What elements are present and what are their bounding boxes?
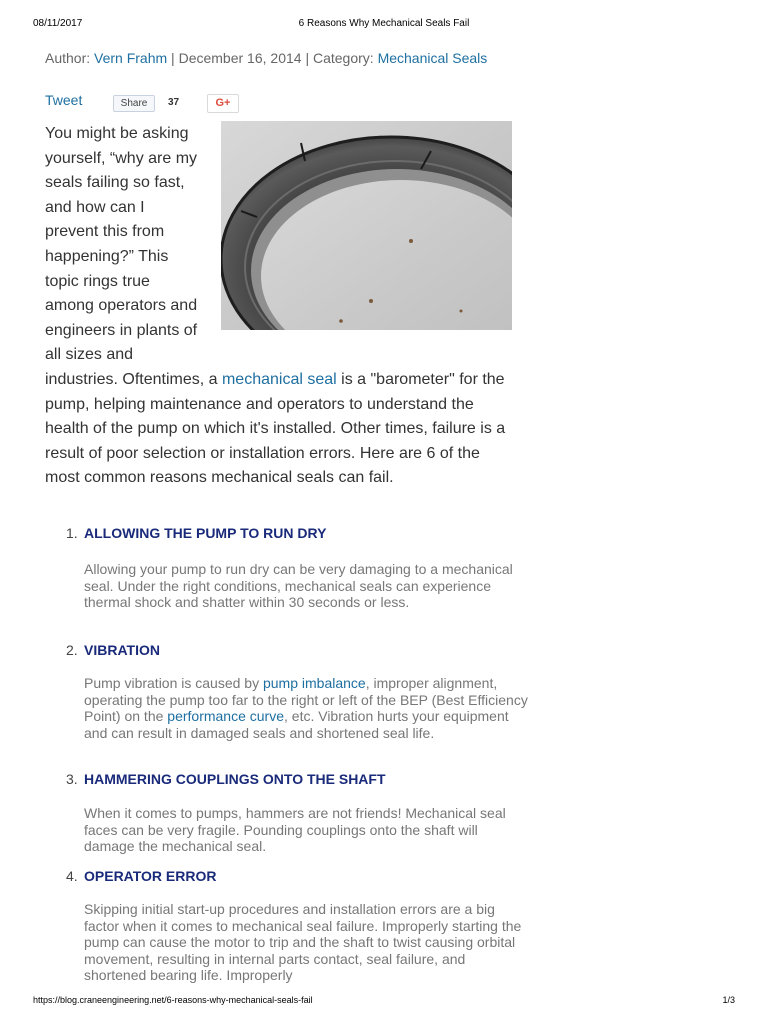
- intro-paragraph: [45, 122, 510, 491]
- category-label: Category:: [312, 50, 378, 66]
- social-share-bar: [45, 91, 285, 113]
- post-date: | December 16, 2014 |: [167, 50, 313, 66]
- performance-curve-link[interactable]: performance curve: [167, 708, 284, 724]
- print-footer-url: https://blog.craneengineering.net/6-reasons-why-mechanical-seals-fail: [33, 995, 313, 1005]
- reason-heading: ALLOWING THE PUMP TO RUN DRY: [84, 525, 327, 541]
- mechanical-seal-link[interactable]: mechanical seal: [221, 370, 337, 388]
- print-date: 08/11/2017: [33, 18, 83, 29]
- print-page-number: 1/3: [722, 995, 735, 1005]
- photo-wrap-space: [198, 122, 510, 360]
- reason-body: Skipping initial start-up procedures and installation errors are a big factor when it comes to mechanical seal failure. Improperly starting the pump can cause the motor to trip and the shaft to twist causing orbital movement, resulting in internal parts contact, seal failure, and shortened bearing life. Improperly: [84, 901, 522, 983]
- linkedin-share-button[interactable]: Share: [113, 95, 155, 112]
- reason-heading: HAMMERING COUPLINGS ONTO THE SHAFT: [84, 771, 386, 787]
- pump-imbalance-link[interactable]: pump imbalance: [262, 675, 366, 691]
- list-number: 4.: [66, 868, 78, 884]
- tweet-button[interactable]: Tweet: [45, 92, 83, 108]
- google-plus-button[interactable]: G+: [207, 94, 239, 113]
- author-link[interactable]: Vern Frahm: [94, 50, 168, 66]
- list-number: 3.: [66, 771, 78, 787]
- category-link[interactable]: Mechanical Seals: [377, 50, 488, 66]
- share-count: 37: [168, 97, 180, 108]
- reason-body: [84, 675, 530, 741]
- print-page-title: 6 Reasons Why Mechanical Seals Fail: [298, 18, 470, 29]
- list-number: 1.: [66, 525, 78, 541]
- reason-body-text: , improper alignment, operating the pump too far to the right or left of the BEP (Best Efficiency Point) on the: [84, 675, 528, 724]
- intro-text-2: is a "barometer" for the pump, helping maintenance and operators to understand the health of the pump on which it's installed. Other times, failure is a result of poor selection or installation errors. Here are 6 of the most common reasons mechanical seals can fail.: [45, 370, 506, 487]
- reason-heading: OPERATOR ERROR: [84, 868, 217, 884]
- intro-text-1: You might be asking yourself, “why are my seals failing so fast, and how can I prevent this from happening?” This topic rings true among operators and engineers in plants of all sizes and industries. Oftentimes, a: [45, 125, 222, 388]
- reason-heading: VIBRATION: [84, 642, 160, 658]
- article-meta: [45, 50, 515, 66]
- reason-body: When it comes to pumps, hammers are not friends! Mechanical seal faces can be very fragile. Pounding couplings onto the shaft will damage the mechanical seal.: [84, 805, 506, 854]
- reason-body-text: Pump vibration is caused by: [84, 675, 263, 691]
- reason-body-text: , etc. Vibration hurts your equipment and can result in damaged seals and shortened seal life.: [84, 708, 509, 741]
- author-label: Author:: [45, 50, 95, 66]
- list-number: 2.: [66, 642, 78, 658]
- reason-body: Allowing your pump to run dry can be very damaging to a mechanical seal. Under the right conditions, mechanical seals can experience thermal shock and shatter within 30 seconds or less.: [84, 561, 513, 610]
